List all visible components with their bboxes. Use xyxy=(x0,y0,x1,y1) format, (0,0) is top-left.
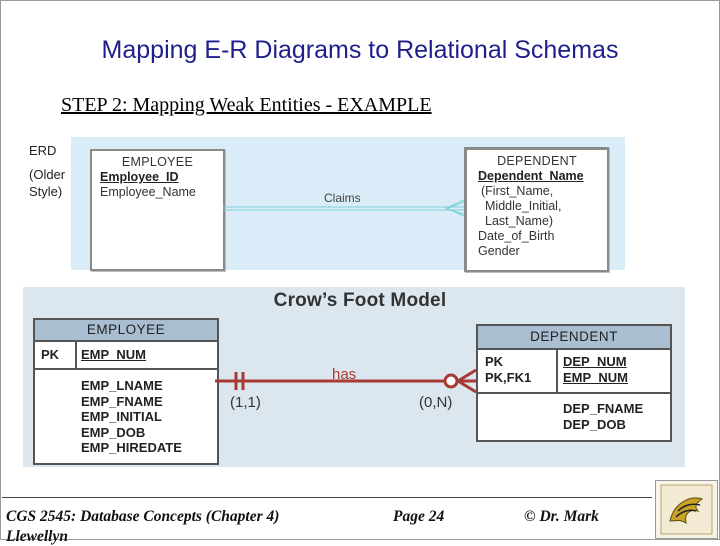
footer-course: CGS 2545: Database Concepts (Chapter 4) xyxy=(6,508,280,525)
erd-relationship-label: Claims xyxy=(324,191,361,205)
cf-left-cardinality: (1,1) xyxy=(230,394,261,411)
cf-dependent-key-1: DEP_NUM xyxy=(563,354,627,369)
cf-employee-pk: EMP_NUM xyxy=(81,347,147,362)
erd-dependent-attr-3: Last_Name) xyxy=(485,214,554,228)
older-label: (Older xyxy=(29,167,66,182)
cf-employee-attr-2: EMP_FNAME xyxy=(81,394,163,409)
erd-dependent-key: Dependent_Name xyxy=(478,169,584,183)
cf-dependent-key-label-1: PK xyxy=(485,354,504,369)
erd-dependent-attr-4: Date_of_Birth xyxy=(478,229,555,243)
style-label: Style) xyxy=(29,184,63,199)
erd-employee-key: Employee_ID xyxy=(100,170,179,184)
cf-employee-attr-3: EMP_INITIAL xyxy=(81,409,162,424)
cf-relationship-label: has xyxy=(332,366,357,383)
erd-dependent-attr-1: (First_Name, xyxy=(481,184,554,198)
erd-dependent-attr-5: Gender xyxy=(478,244,520,258)
erd-employee-attr: Employee_Name xyxy=(100,185,196,199)
slide-subtitle: STEP 2: Mapping Weak Entities - EXAMPLE xyxy=(61,94,432,116)
cf-dependent-attr-2: DEP_DOB xyxy=(563,417,626,432)
cf-right-cardinality: (0,N) xyxy=(419,394,453,411)
crows-foot-title: Crow’s Foot Model xyxy=(273,290,447,311)
footer-page: Page 24 xyxy=(393,508,445,525)
slide-title: Mapping E-R Diagrams to Relational Schemas xyxy=(101,36,619,64)
erd-employee-name: EMPLOYEE xyxy=(121,155,194,169)
cf-dependent-name: DEPENDENT xyxy=(478,326,670,350)
cf-employee-pk-label: PK xyxy=(41,347,60,362)
footer-author: © Dr. Mark xyxy=(524,508,599,525)
cf-employee-attr-4: EMP_DOB xyxy=(81,425,146,440)
erd-dependent-name: DEPENDENT xyxy=(497,154,577,168)
footer-rule xyxy=(2,497,652,498)
cf-dependent-attr-1: DEP_FNAME xyxy=(563,401,644,416)
university-logo xyxy=(655,480,718,539)
cf-employee-name: EMPLOYEE xyxy=(35,320,217,342)
cf-employee-attr-5: EMP_HIREDATE xyxy=(81,440,182,455)
erd-dependent-attr-2: Middle_Initial, xyxy=(485,199,562,213)
cf-dependent-key-2: EMP_NUM xyxy=(563,370,629,385)
cf-dependent-key-label-2: PK,FK1 xyxy=(485,370,532,385)
erd-label: ERD xyxy=(29,143,57,158)
footer-author-cont: Llewellyn xyxy=(6,528,68,545)
pegasus-logo-icon xyxy=(656,481,717,538)
cf-employee-attr-1: EMP_LNAME xyxy=(81,378,163,393)
